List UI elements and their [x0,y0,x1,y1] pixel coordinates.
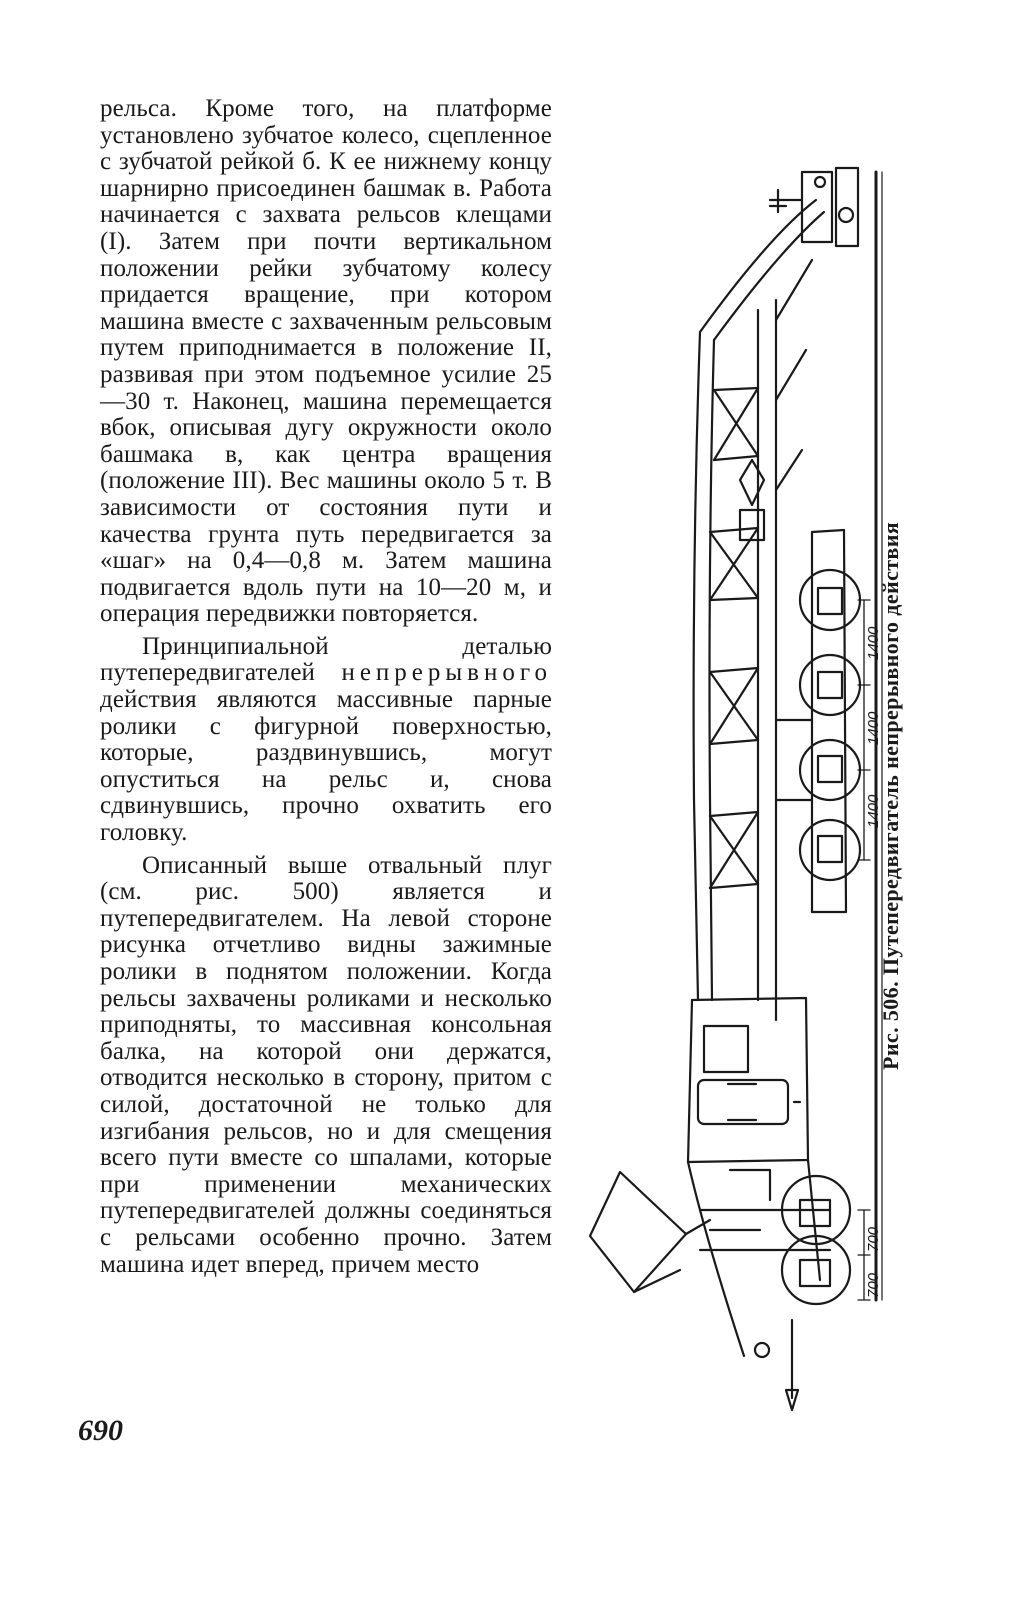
dim-label-4: 700 [865,1272,882,1298]
paragraph-2-start: Принципиальной деталью путепередвигателей [100,632,552,687]
figure-caption: Рис. 506. Путепередвигатель непрерывного действия [878,521,903,1070]
paragraph-3: Описанный выше отвальный плуг (см. рис. 500) является и путепередвигателем. На левой стороне рисунка отчетливо видны зажимные ролики в поднятом положении. Когда рельсы захвачены роликами и несколько приподняты, то массивная консольная балка, на которой они держатся, отводится несколько в сторону, притом с силой, достаточной не только для изгибания рельсов, но и для смещения всего пути вместе со шпалами, которые при применении механических путепередвигателей должны соединяться с рельсами особенно прочно. Затем машина идет вперед, причем место [100,851,552,1278]
paragraph-2 [100,634,552,847]
plough-wing [590,1172,710,1292]
paragraph-2-emphasis: непрерывного [341,659,552,687]
text-column [100,96,552,1278]
bogie-wheels [800,570,860,880]
bogie-frame [776,530,860,912]
dim-label-2: 1400 [865,711,882,745]
dim-label-5: 700 [865,1226,882,1252]
figure-track-mover-drawing [580,160,920,1420]
top-carriage [770,168,858,246]
truss-beam [694,200,824,1020]
cabin [688,998,808,1162]
paragraph-2-end: действия являются массивные парные ролики с фигурной поверхностью, которые, раздвинувшись, могут опуститься на рельс и, снова сдвинувшись, прочно охватить его головку. [100,686,552,847]
dim-label-3: 1400 [865,794,882,828]
dimension-lines [858,600,870,1300]
page-number: 690 [78,1414,123,1447]
dim-label-1: 1400 [865,626,882,660]
lower-frame [688,1160,850,1410]
paragraph-1: рельса. Кроме того, на платформе установлено зубчатое колесо, сцепленное с зубчатой рейкой б. К ее нижнему концу шарнирно присоединен башмак в. Работа начинается с захвата рельсов клещами (I). Затем при почти вертикальном положении рейки зубчатому колесу придается вращение, при котором машина вместе с захваченным рельсовым путем приподнимается в положение II, развивая при этом подъемное усилие 25—30 т. Наконец, машина перемещается вбок, описывая дугу окружности около башмака в, как центра вращения (положение III). Вес машины около 5 т. В зависимости от состояния пути и качества грунта путь передвигается за «шаг» на 0,4—0,8 м. Затем машина подвигается вдоль пути на 10—20 м, и операция передвижки повторяется. [100,95,552,628]
